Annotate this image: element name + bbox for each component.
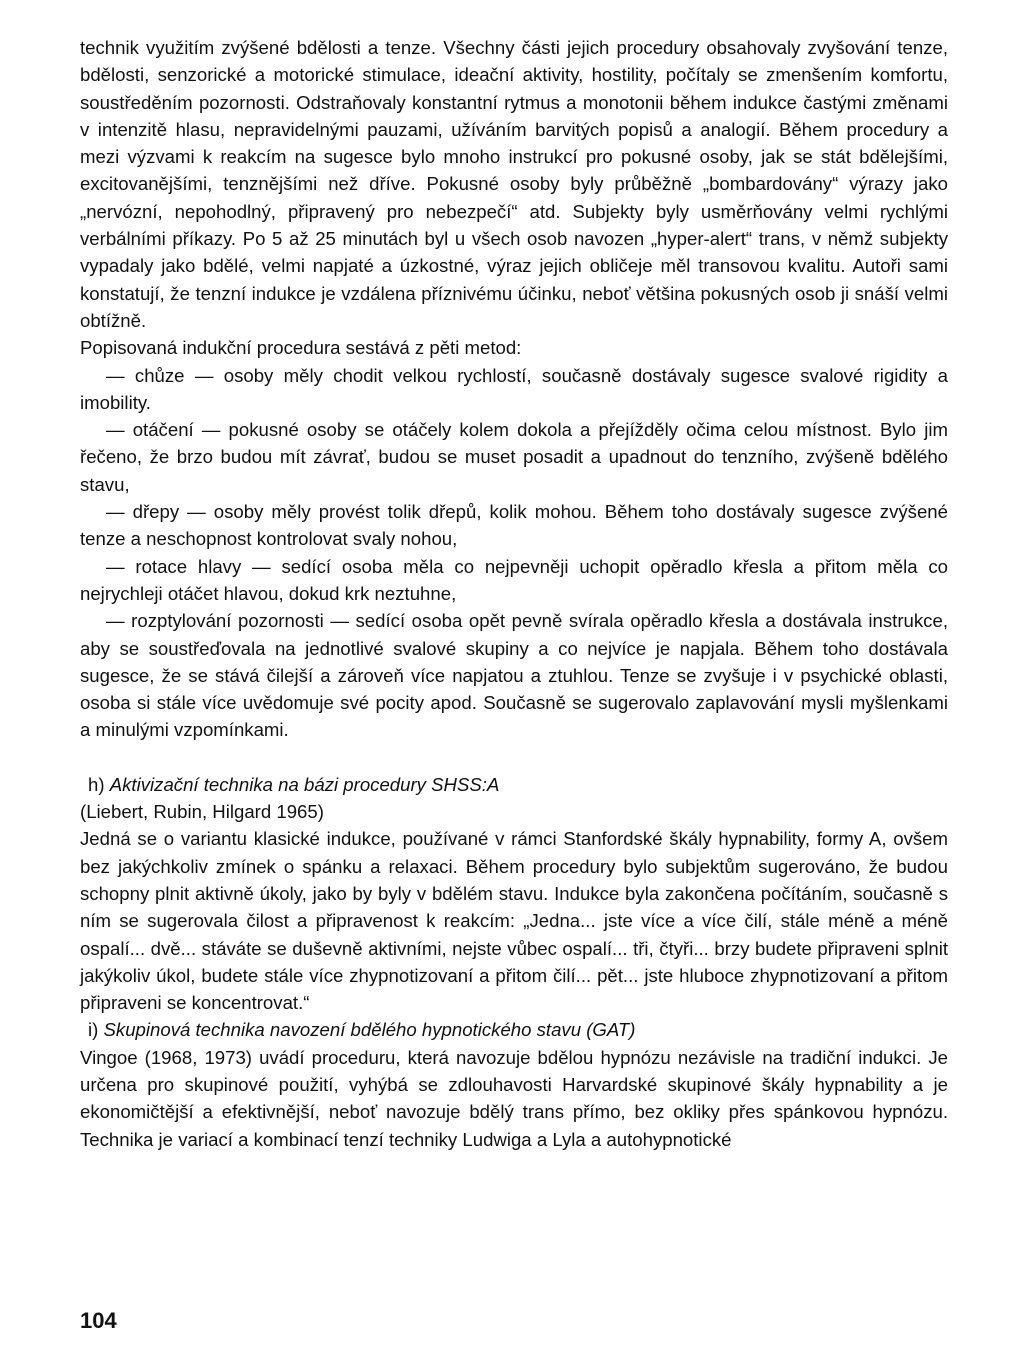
section-h-title: Aktivizační technika na bázi procedury SHSS:A	[109, 773, 500, 795]
section-i-marker: i)	[88, 1019, 99, 1041]
method-head-rotation: — rotace hlavy — sedící osoba měla co nejpevněji uchopit opěradlo křesla a přitom měla co nejrychleji otáčet hlavou, dokud krk neztuhne,	[80, 555, 948, 604]
section-h-heading	[80, 771, 948, 798]
section-spacer	[80, 744, 948, 771]
section-h-body: Jedná se o variantu klasické indukce, používané v rámci Stanfordské škály hypnability, formy A, ovšem bez jakýchkoliv zmínek o spánku a relaxaci. Během procedury bylo subjektům sugerováno, že budou schopny plnit aktivně úkoly, jako by byly v bdělém stavu. Indukce byla zakončena počítáním, současně s ním se sugerovala čilost a připravenost k reakcím: „Jedna... jste více a více čilí, stále méně a méně ospalí... dvě... stáváte se duševně aktivními, nejste vůbec ospalí... tři, čtyři... brzy budete připraveni splnit jakýkoliv úkol, budete stále více zhypnotizovaní a přitom čilí... pět... jste hluboce zhypnotizovaní a přitom připraveni se koncentrovat.“	[80, 828, 948, 1014]
section-h-marker: h)	[88, 773, 105, 795]
page-number: 104	[80, 1308, 117, 1333]
method-walking: — chůze — osoby měly chodit velkou rychlostí, současně dostávaly sugesce svalové rigidity a imobility.	[80, 364, 948, 413]
paragraph-tension-technique: technik využitím zvýšené bdělosti a tenze. Všechny části jejich procedury obsahovaly zvyšování tenze, bdělosti, senzorické a motorické stimulace, ideační aktivity, hostility, počítaly se zmenšením komfortu, soustředěním pozornosti. Odstraňovaly konstantní rytmus a monotonii během indukce častými změnami v intenzitě hlasu, nepravidelnými pauzami, užíváním barvitých popisů a analogií. Během procedury a mezi výzvami k reakcím na sugesce bylo mnoho instrukcí pro pokusné osoby, jak se stát bdělejšími, excitovanějšími, tenznějšími než dříve. Pokusné osoby byly průběžně „bombardovány“ výrazy jako „nervózní, nepohodlný, připravený pro nebezpečí“ atd. Subjekty byly usměrňovány velmi rychlými verbálními příkazy. Po 5 až 25 minutách byl u všech osob navozen „hyper-alert“ trans, v němž subjekty vypadaly jako bdělé, velmi napjaté a úzkostné, výraz jejich obličeje měl transovou kvalitu. Autoři sami konstatují, že tenzní indukce je vzdálena příznivému účinku, neboť většina pokusných osob ji snáší velmi obtížně.	[80, 37, 948, 331]
method-squats: — dřepy — osoby měly provést tolik dřepů, kolik mohou. Během toho dostávaly sugesce zvýšené tenze a neschopnost kontrolovat svaly nohou,	[80, 501, 948, 550]
section-h-citation: (Liebert, Rubin, Hilgard 1965)	[80, 801, 324, 823]
page-text	[80, 34, 948, 1153]
section-i-heading	[80, 1016, 948, 1043]
section-i-body: Vingoe (1968, 1973) uvádí proceduru, která navozuje bdělou hypnózu nezávisle na tradiční indukci. Je určena pro skupinové použití, vyhýbá se zdlouhavosti Harvardské skupinové škály hypnability a je ekonomičtější a efektivnější, neboť navozuje bdělý trans přímo, bez okliky přes spánkovou hypnózu. Technika je variací a kombinací tenzí techniky Ludwiga a Lyla a autohypnotické	[80, 1046, 948, 1150]
method-turning: — otáčení — pokusné osoby se otáčely kolem dokola a přejížděly očima celou místnost. Bylo jim řečeno, že brzo budou mít závrať, budou se muset posadit a upadnout do tenzního, zvýšeně bdělého stavu,	[80, 419, 948, 495]
paragraph-methods-intro: Popisovaná indukční procedura sestává z pěti metod:	[80, 337, 522, 359]
method-attention-distraction: — rozptylování pozornosti — sedící osoba opět pevně svírala opěradlo křesla a dostávala instrukce, aby se soustřeďovala na jednotlivé svalové skupiny a co nejvíce je napjala. Během toho dostávala sugesce, že se stává čilejší a zároveň více napjatou a ztuhlou. Tenze se zvyšuje i v psychické oblasti, osoba si stále více uvědomuje své pocity apod. Současně se sugerovalo zaplavování mysli myšlenkami a minulými vzpomínkami.	[80, 610, 948, 741]
section-i-title: Skupinová technika navození bdělého hypnotického stavu (GAT)	[103, 1019, 636, 1041]
